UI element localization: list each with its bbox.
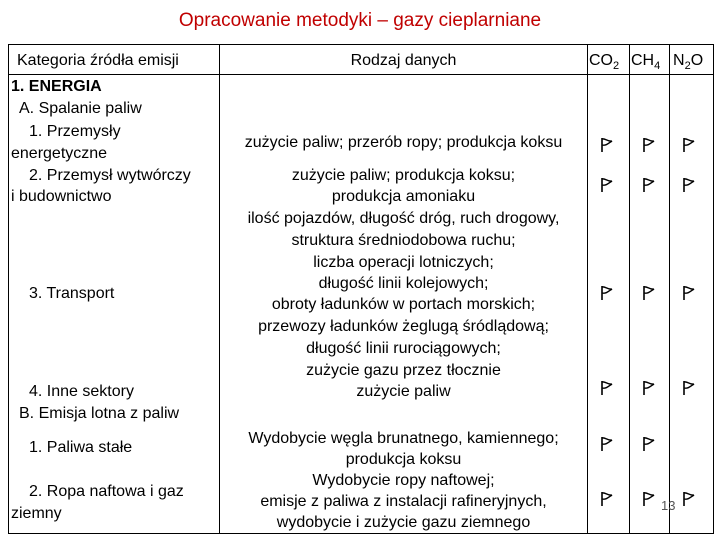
ropa-data-line: Wydobycie ropy naftowej; (312, 472, 495, 489)
row-wytworczy-line1: 2. Przemysł wytwórczy (29, 167, 191, 184)
transport-data-line: przewozy ładunków żeglugą śródlądową; (258, 318, 549, 335)
col-divider-3 (629, 45, 630, 533)
flag-check-icon (642, 285, 656, 301)
header-co2: $CO_2$ (589, 52, 620, 73)
flag-check-icon (682, 177, 696, 193)
transport-data-line: zużycie gazu przez tłocznie (306, 362, 501, 379)
col-divider-4 (669, 45, 670, 533)
flag-check-icon (642, 380, 656, 396)
page-number: 13 (661, 498, 676, 513)
flag-check-icon (682, 137, 696, 153)
flag-check-icon (600, 491, 614, 507)
row-ropa-line1: 2. Ropa naftowa i gaz (29, 483, 184, 500)
row-energia: 1. ENERGIA (11, 78, 102, 95)
ropa-data-line: wydobycie i zużycie gazu ziemnego (276, 514, 531, 531)
row-inne: 4. Inne sektory (29, 383, 134, 400)
row-spalanie: A. Spalanie paliw (19, 100, 142, 117)
ropa-data-line: emisje z paliwa z instalacji rafineryjnych, (260, 493, 547, 510)
flag-check-icon (642, 177, 656, 193)
transport-data-line: długość linii kolejowych; (318, 275, 489, 292)
col-divider-2 (587, 45, 588, 533)
header-data-type: Rodzaj danych (350, 52, 457, 69)
paliwa-stale-data-line1: Wydobycie węgla brunatnego, kamiennego; (248, 430, 559, 447)
flag-check-icon (682, 285, 696, 301)
header-n2o: $N_2O$ (673, 52, 704, 73)
row-przemysly-line2: energetyczne (11, 145, 108, 162)
przemysly-data: zużycie paliw; przerób ropy; produkcja koksu (244, 134, 563, 151)
flag-check-icon (600, 177, 614, 193)
slide-title: Opracowanie metodyki – gazy cieplarniane (178, 10, 542, 31)
header-ch4: $CH_4$ (631, 52, 661, 73)
flag-check-icon (600, 285, 614, 301)
flag-check-icon (600, 436, 614, 452)
row-ropa-line2: ziemny (11, 505, 62, 522)
header-category: Kategoria źródła emisji (17, 52, 179, 69)
flag-check-icon (642, 436, 656, 452)
row-transport: 3. Transport (29, 285, 115, 302)
row-emisja-lotna: B. Emisja lotna z paliw (19, 405, 180, 422)
paliwa-stale-data-line2: produkcja koksu (345, 451, 462, 468)
transport-data-line: struktura średniodobowa ruchu; (291, 232, 516, 249)
flag-check-icon (642, 491, 656, 507)
flag-check-icon (682, 380, 696, 396)
flag-check-icon (600, 380, 614, 396)
row-paliwa-stale: 1. Paliwa stałe (29, 439, 133, 456)
row-wytworczy-line2: i budownictwo (11, 188, 112, 205)
flag-check-icon (682, 491, 696, 507)
flag-check-icon (600, 137, 614, 153)
row-przemysly-line1: 1. Przemysły (29, 123, 121, 140)
wytworczy-data-line1: zużycie paliw; produkcja koksu; (291, 167, 516, 184)
transport-data-line: ilość pojazdów, długość dróg, ruch drogowy, (247, 210, 560, 227)
transport-data-line: długość linii rurociągowych; (306, 340, 501, 357)
flag-check-icon (642, 137, 656, 153)
transport-data-line: liczba operacji lotniczych; (313, 254, 494, 271)
wytworczy-data-line2: produkcja amoniaku (331, 188, 476, 205)
inne-data: zużycie paliw (356, 383, 451, 400)
transport-data-line: obroty ładunków w portach morskich; (271, 296, 536, 313)
gas-table (8, 44, 714, 534)
